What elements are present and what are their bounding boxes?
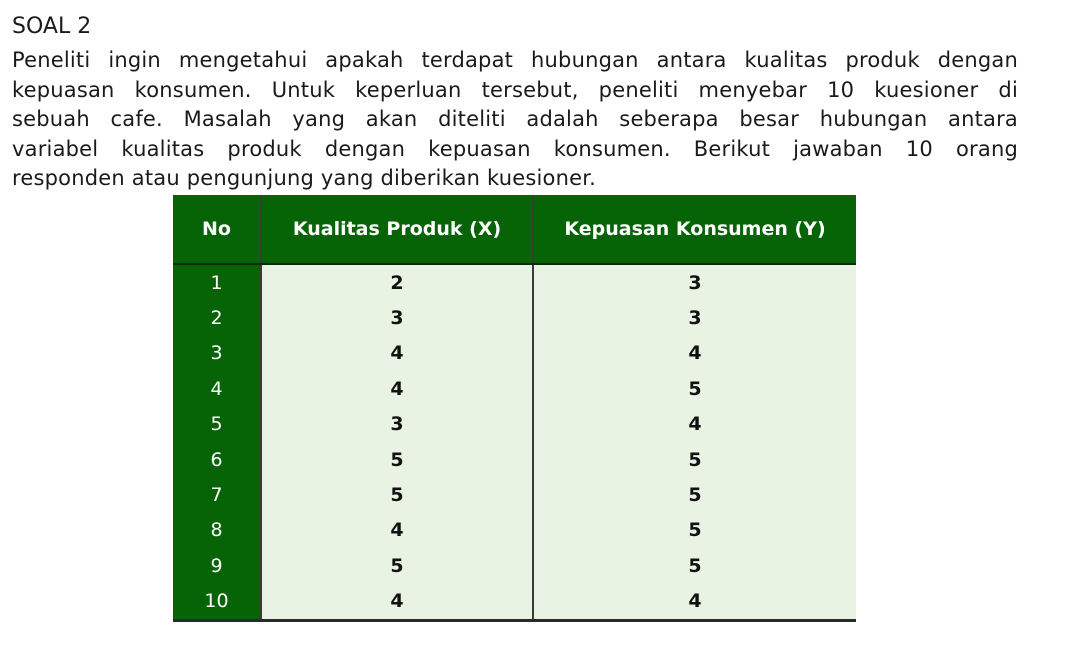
table-header-row [173,195,856,264]
table-row [173,477,856,512]
cell-no: 8 [173,513,261,548]
cell-no: 6 [173,442,261,477]
cell-kualitas-produk: 4 [261,513,533,548]
table-row [173,442,856,477]
cell-kepuasan-konsumen: 3 [533,300,856,335]
cell-no: 9 [173,548,261,583]
cell-no: 5 [173,407,261,442]
paragraph-line: kepuasan konsumen. Untuk keperluan tersebut, peneliti menyebar 10 kuesioner di [12,77,1018,102]
cell-kualitas-produk: 3 [261,300,533,335]
cell-kualitas-produk: 4 [261,336,533,371]
table-row [173,264,856,300]
header-kualitas-produk: Kualitas Produk (X) [261,195,533,264]
cell-no: 10 [173,584,261,621]
table-row [173,336,856,371]
table-row [173,584,856,621]
paragraph-line: Peneliti ingin mengetahui apakah terdapat hubungan antara kualitas produk dengan [12,48,1018,72]
header-kepuasan-konsumen: Kepuasan Konsumen (Y) [533,195,856,264]
header-no: No [173,195,261,264]
cell-kepuasan-konsumen: 4 [533,336,856,371]
cell-kualitas-produk: 5 [261,548,533,583]
cell-kualitas-produk: 3 [261,407,533,442]
cell-no: 1 [173,264,261,300]
cell-kepuasan-konsumen: 5 [533,548,856,583]
table-row [173,548,856,583]
cell-kualitas-produk: 4 [261,371,533,406]
cell-kepuasan-konsumen: 4 [533,584,856,621]
cell-kepuasan-konsumen: 5 [533,442,856,477]
cell-no: 3 [173,336,261,371]
cell-kualitas-produk: 2 [261,264,533,300]
table-row [173,300,856,335]
table-row [173,513,856,548]
questionnaire-table [173,195,856,622]
cell-no: 7 [173,477,261,512]
cell-kepuasan-konsumen: 4 [533,407,856,442]
cell-kepuasan-konsumen: 5 [533,371,856,406]
cell-kualitas-produk: 4 [261,584,533,621]
table-row [173,407,856,442]
cell-kepuasan-konsumen: 5 [533,513,856,548]
paragraph-line: variabel kualitas produk dengan kepuasan konsumen. Berikut jawaban 10 orang [12,136,1018,161]
question-paragraph [12,46,1018,194]
paragraph-line: responden atau pengunjung yang diberikan kuesioner. [12,166,596,190]
cell-kualitas-produk: 5 [261,442,533,477]
table-body [173,264,856,620]
table-row [173,371,856,406]
cell-kepuasan-konsumen: 5 [533,477,856,512]
cell-kepuasan-konsumen: 3 [533,264,856,300]
cell-kualitas-produk: 5 [261,477,533,512]
paragraph-line: sebuah cafe. Masalah yang akan diteliti adalah seberapa besar hubungan antara [12,107,1018,131]
cell-no: 2 [173,300,261,335]
cell-no: 4 [173,371,261,406]
question-heading: SOAL 2 [12,14,92,39]
